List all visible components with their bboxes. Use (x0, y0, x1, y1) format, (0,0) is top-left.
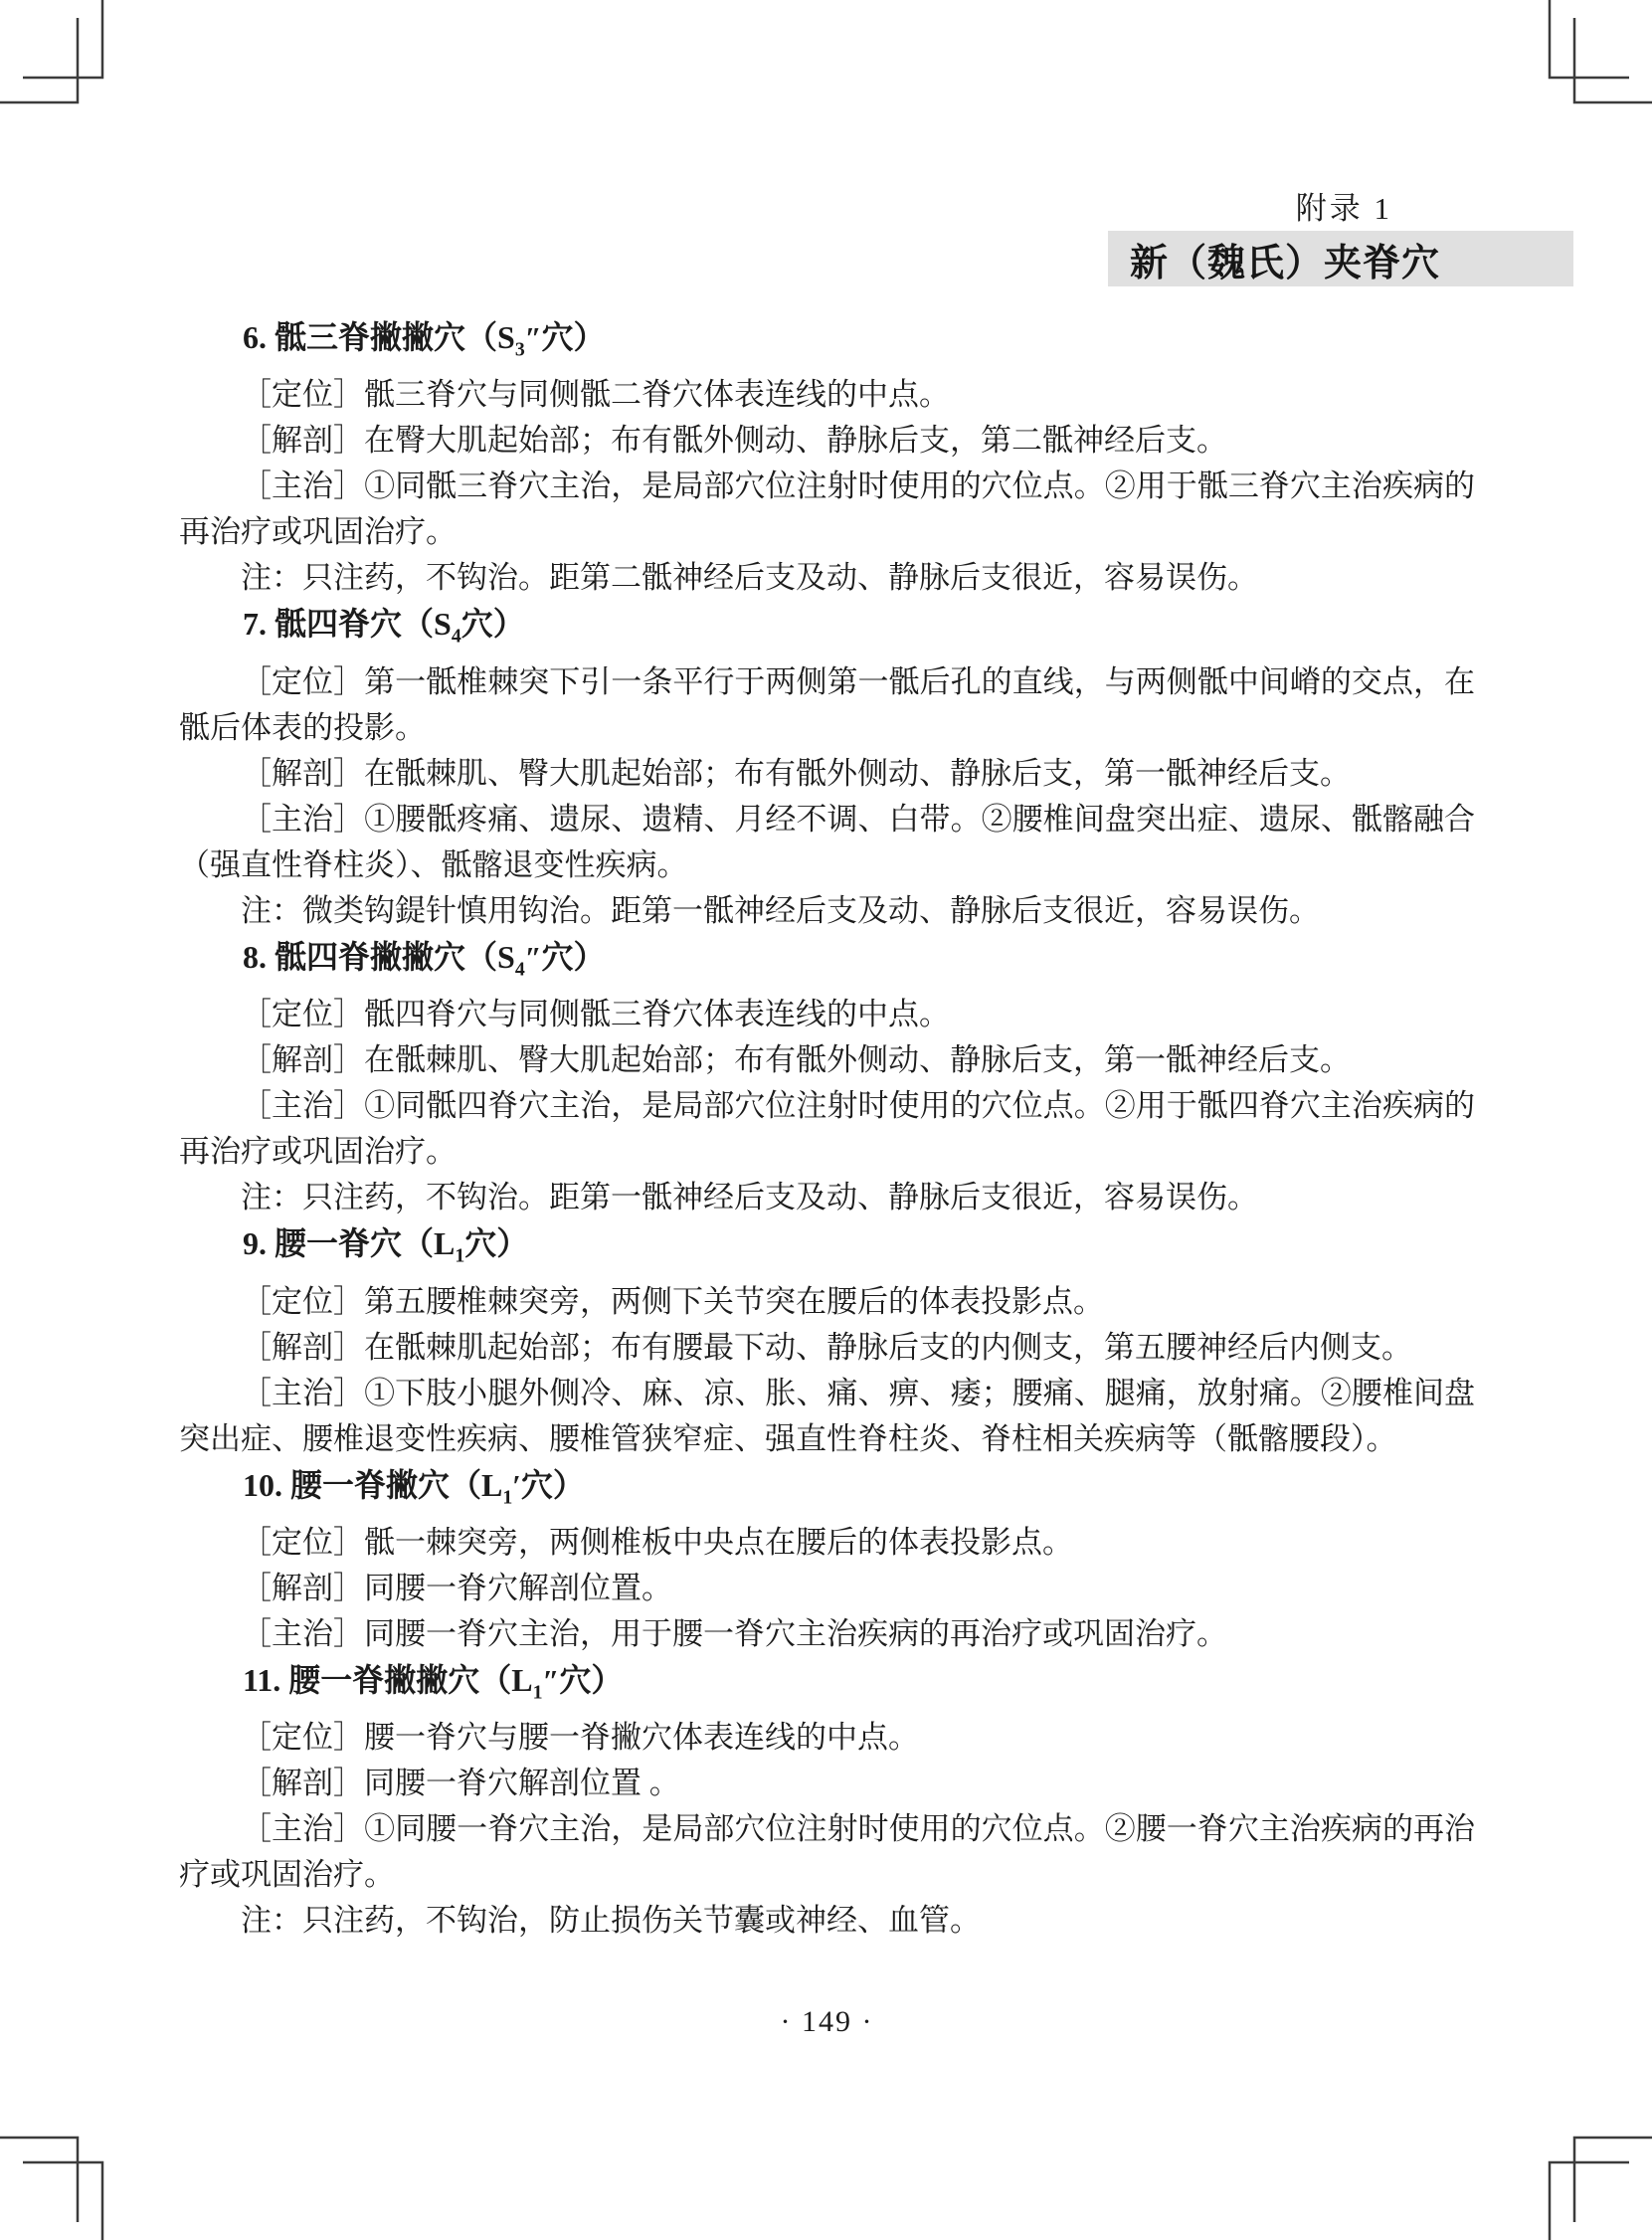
crop-mark-bottom-left (0, 2131, 109, 2240)
section (179, 1657, 1475, 1944)
heading-prime: ″ (524, 321, 542, 355)
page-footer (179, 2005, 1475, 2039)
heading-tail: 穴） (520, 1466, 585, 1503)
paragraph: 注：只注药，不钩治。距第二骶神经后支及动、静脉后支很近，容易误伤。 (241, 560, 1258, 596)
section (179, 1462, 1475, 1657)
heading-subscript: 3 (514, 338, 525, 361)
section-heading (179, 934, 1475, 992)
heading-text: 11. 腰一脊撇撇穴（ (243, 1661, 512, 1698)
paragraph: ［定位］骶四脊穴与同侧骶三脊穴体表连线的中点。 (241, 997, 950, 1032)
heading-symbol: L (434, 1225, 456, 1262)
heading-subscript: 4 (451, 625, 461, 648)
paragraph: ［主治］同腰一脊穴主治，用于腰一脊穴主治疾病的再治疗或巩固治疗。 (241, 1615, 1227, 1651)
paragraph: ［定位］第五腰椎棘突旁，两侧下关节突在腰后的体表投影点。 (241, 1283, 1104, 1319)
paragraph: ［主治］①腰骶疼痛、遗尿、遗精、月经不调、白带。②腰椎间盘突出症、遗尿、骶髂融合（强直性脊柱炎）、骶髂退变性疾病。 (179, 801, 1475, 882)
heading-tail: 穴） (464, 1225, 529, 1262)
heading-symbol: S (497, 319, 515, 355)
section (179, 601, 1475, 933)
paragraph: ［定位］骶三脊穴与同侧骶二脊穴体表连线的中点。 (241, 377, 950, 413)
heading-subscript: 1 (502, 1485, 513, 1508)
chapter-title: 新（魏氏）夹脊穴 (1130, 242, 1441, 284)
section (179, 1220, 1475, 1461)
heading-prime: ′ (512, 1468, 521, 1503)
heading-text: 10. 腰一脊撇穴（ (243, 1466, 482, 1503)
chapter-title-band (1108, 231, 1573, 286)
crop-mark-top-right (1543, 0, 1652, 109)
heading-prime: ″ (542, 1663, 560, 1698)
heading-tail: 穴） (541, 319, 606, 355)
heading-tail: 穴） (460, 606, 525, 643)
paragraph: ［主治］①下肢小腿外侧冷、麻、凉、胀、痛、痹、痿；腰痛、腿痛，放射痛。②腰椎间盘突出症、腰椎退变性疾病、腰椎管狭窄症、强直性脊柱炎、脊柱相关疾病等（骶髂腰段）。 (179, 1375, 1475, 1456)
paragraph: ［主治］①同腰一脊穴主治，是局部穴位注射时使用的穴位点。②腰一脊穴主治疾病的再治疗或巩固治疗。 (179, 1811, 1475, 1893)
heading-symbol: L (511, 1661, 533, 1698)
crop-mark-top-left (0, 0, 109, 109)
appendix-label: 附录 1 (1295, 191, 1392, 226)
paragraph: 注：只注药，不钩治，防止损伤关节囊或神经、血管。 (241, 1903, 981, 1939)
body-text (179, 314, 1475, 1944)
paragraph: 注：微类钩鍉针慎用钩治。距第一骶神经后支及动、静脉后支很近，容易误伤。 (241, 892, 1320, 928)
heading-prime: ″ (524, 940, 542, 975)
paragraph: ［定位］第一骶椎棘突下引一条平行于两侧第一骶后孔的直线，与两侧骶中间嵴的交点，在骶后体表的投影。 (179, 663, 1475, 745)
section-heading (179, 314, 1475, 372)
section-heading (179, 601, 1475, 658)
paragraph: ［解剖］在骶棘肌、臀大肌起始部；布有骶外侧动、静脉后支，第一骶神经后支。 (241, 755, 1351, 791)
section (179, 314, 1475, 601)
heading-symbol: S (434, 606, 452, 643)
section-heading (179, 1657, 1475, 1715)
heading-symbol: S (497, 938, 515, 975)
heading-text: 6. 骶三脊撇撇穴（ (243, 319, 498, 355)
section-heading (179, 1462, 1475, 1520)
section (179, 934, 1475, 1220)
heading-text: 7. 骶四脊穴（ (243, 606, 435, 643)
paragraph: 注：只注药，不钩治。距第一骶神经后支及动、静脉后支很近，容易误伤。 (241, 1180, 1258, 1215)
heading-symbol: L (481, 1466, 503, 1503)
heading-subscript: 1 (455, 1244, 465, 1267)
heading-text: 9. 腰一脊穴（ (243, 1225, 435, 1262)
page-number: · 149 · (780, 2005, 874, 2038)
heading-text: 8. 骶四脊撇撇穴（ (243, 938, 498, 975)
heading-subscript: 1 (532, 1681, 543, 1704)
section-heading (179, 1220, 1475, 1278)
heading-tail: 穴） (541, 938, 606, 975)
paragraph: ［主治］①同骶四脊穴主治，是局部穴位注射时使用的穴位点。②用于骶四脊穴主治疾病的再治疗或巩固治疗。 (179, 1088, 1475, 1170)
heading-tail: 穴） (559, 1661, 624, 1698)
crop-mark-bottom-right (1543, 2131, 1652, 2240)
paragraph: ［解剖］在骶棘肌、臀大肌起始部；布有骶外侧动、静脉后支，第一骶神经后支。 (241, 1042, 1351, 1078)
paragraph: ［解剖］同腰一脊穴解剖位置。 (241, 1570, 672, 1605)
paragraph: ［解剖］同腰一脊穴解剖位置 。 (241, 1766, 680, 1801)
paragraph: ［主治］①同骶三脊穴主治，是局部穴位注射时使用的穴位点。②用于骶三脊穴主治疾病的再治疗或巩固治疗。 (179, 468, 1475, 550)
paragraph: ［定位］腰一脊穴与腰一脊撇穴体表连线的中点。 (241, 1720, 919, 1756)
heading-subscript: 4 (514, 958, 525, 981)
paragraph: ［解剖］在臀大肌起始部；布有骶外侧动、静脉后支，第二骶神经后支。 (241, 423, 1227, 459)
paragraph: ［解剖］在骶棘肌起始部；布有腰最下动、静脉后支的内侧支，第五腰神经后内侧支。 (241, 1329, 1412, 1365)
paragraph: ［定位］骶一棘突旁，两侧椎板中央点在腰后的体表投影点。 (241, 1524, 1073, 1560)
